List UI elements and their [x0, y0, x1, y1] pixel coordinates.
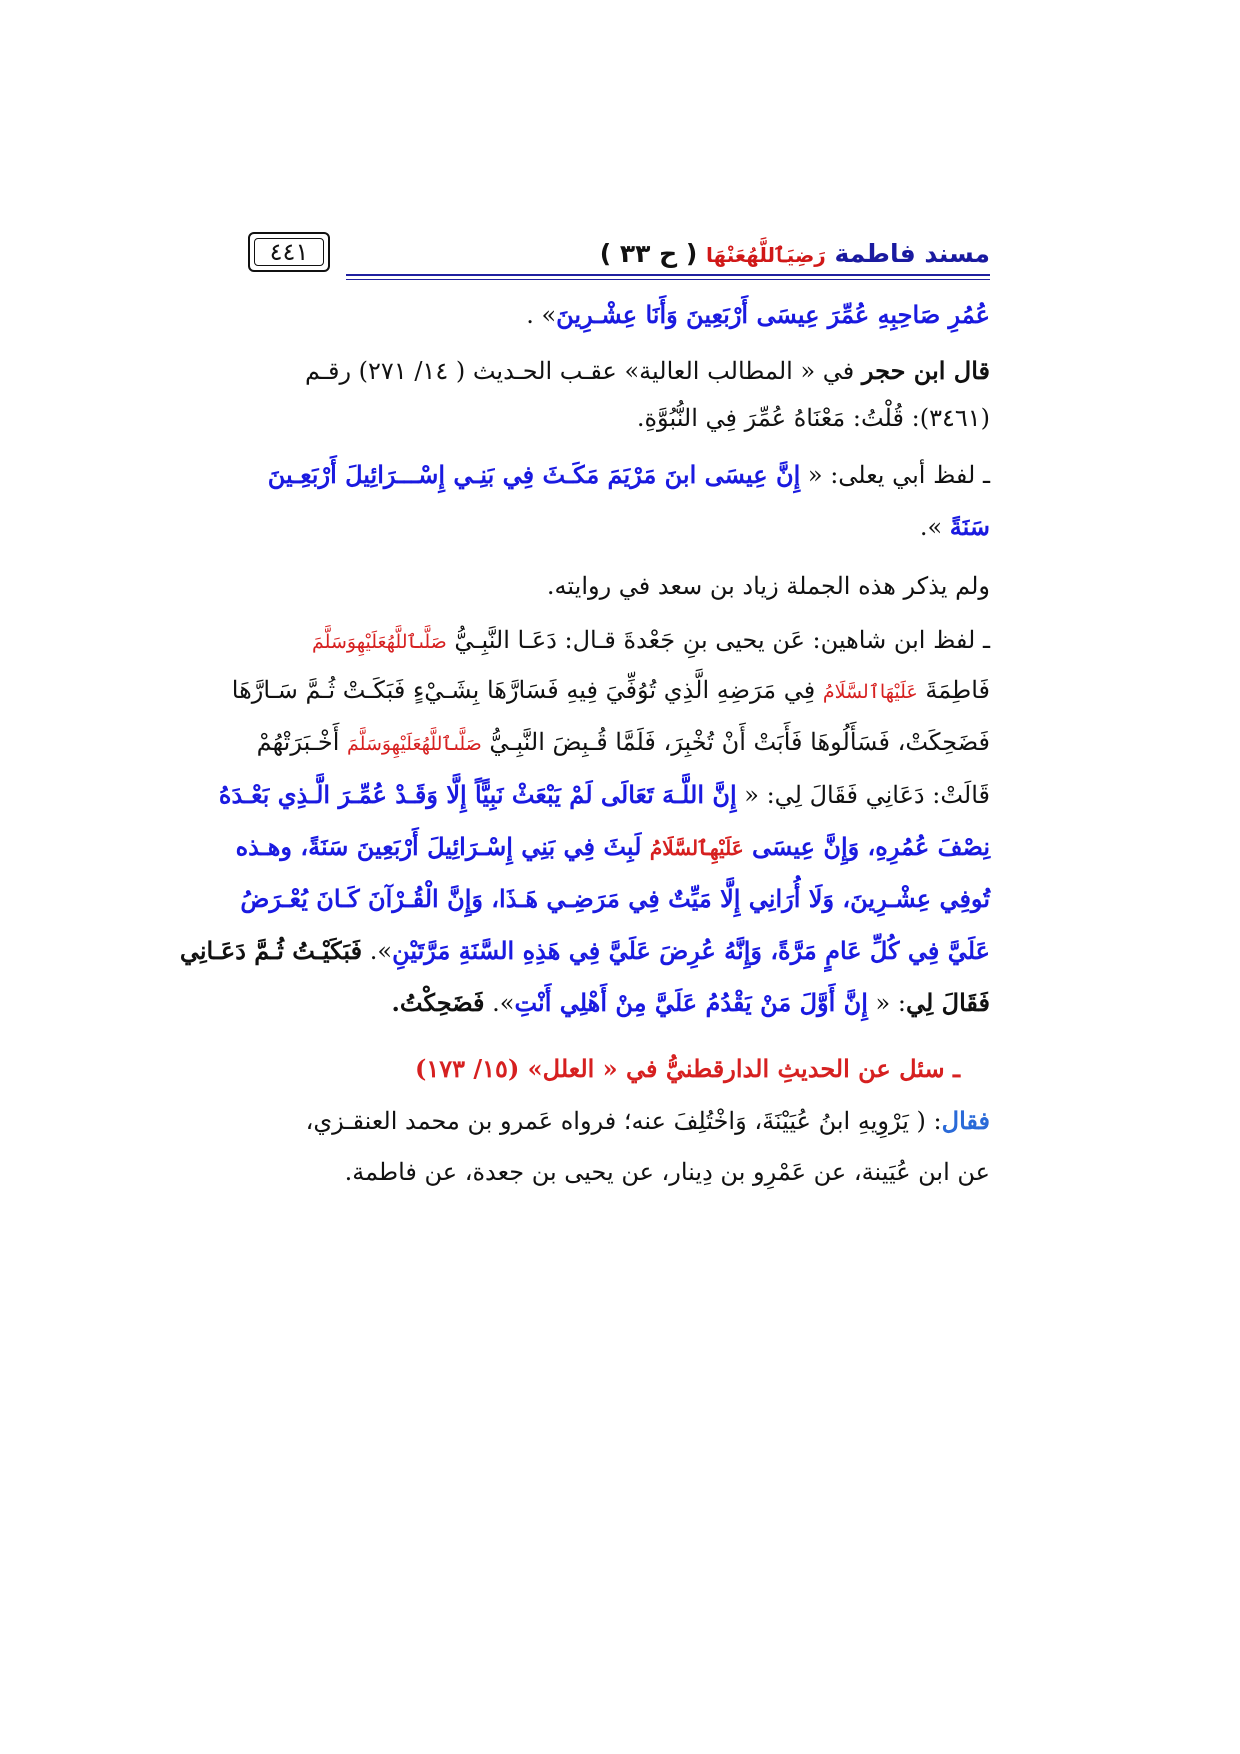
honorific-text: صَلَّىٱللَّهُعَلَيْهِوَسَلَّمَ: [347, 733, 482, 755]
text-line: [248, 572, 990, 600]
plain-text: في « المطالب العالية» عقـب الحـديث ( ١٤/ ٢٧١) رقـم: [304, 357, 862, 385]
honorific-text: عَلَيْهِٱلسَّلَامُ: [649, 836, 744, 860]
plain-text: أَخْـبَرَتْهُمْ: [256, 728, 348, 756]
text-line: [248, 1158, 990, 1186]
quote-text: إِنَّ أَوَّلَ مَنْ يَقْدُمُ عَلَيَّ مِنْ أَهْلِي أَنْتِ: [514, 988, 868, 1017]
plain-text: ولم يذكر هذه الجملة زياد بن سعد في روايته.: [546, 572, 990, 600]
plain-text: (٣٤٦١): قُلْتُ: مَعْنَاهُ عُمِّرَ فِي النُّبُوَّةِ.: [636, 404, 990, 432]
quote-text: إِنَّ اللَّـهَ تَعَالَى لَمْ يَبْعَثْ نَبِيًّاً إِلَّا وَقَـدْ عُمِّـرَ الَّـذِي بَعْـدَهُ: [218, 780, 737, 809]
text-line: [240, 884, 990, 913]
text-line: [248, 728, 990, 756]
header-rule: [346, 274, 990, 276]
plain-text: ».: [362, 937, 393, 965]
speaker-label: فقال: [941, 1106, 990, 1135]
plain-text: ».: [919, 513, 950, 541]
quote-text: تُوفِي عِشْـرِينَ، وَلَا أُرَانِي إِلَّا مَيِّتٌ فِي مَرَضِـي هَـذَا، وَإِنَّ الْقُـرْآنَ كَـانَ يُعْـرَضُ: [240, 884, 990, 913]
text-line: [248, 626, 990, 654]
text-line: [218, 780, 990, 809]
section-heading-text: ـ سئل عن الحديثِ الدارقطنيُّ في « العلل» (١٥/ ١٧٣): [415, 1054, 960, 1083]
quote-text: لَبِثَ فِي بَنِي إِسْـرَائِيلَ أَرْبَعِينَ سَنَةً، وهـذه: [235, 832, 650, 861]
quote-text: نِصْفَ عُمُرِهِ، وَإِنَّ عِيسَى: [743, 832, 990, 861]
page-number-box: [248, 232, 330, 272]
plain-text: ».: [484, 989, 515, 1017]
header-rule-secondary: [346, 279, 990, 280]
plain-text: ـ لفظ أبي يعلى: «: [800, 461, 990, 489]
header-honorific: رَضِيَٱللَّهُعَنْهَا: [706, 243, 826, 267]
quote-text: سَنَةً: [949, 512, 990, 541]
plain-text: : ( يَرْوِيهِ ابنُ عُيَيْنَةَ، وَاخْتُلِفَ عنه؛ فرواه عَمرو بن محمد العنقـزي،: [305, 1107, 942, 1135]
bold-text: قال ابن حجر: [861, 356, 990, 385]
header-title-main: مسند فاطمة: [834, 239, 990, 268]
plain-text: : «: [867, 989, 906, 1017]
plain-text: فِي مَرَضِهِ الَّذِي تُوُفِّيَ فِيهِ فَسَارَّهَا بِشَـيْءٍ فَبَكَـتْ ثُـمَّ سَـارَّهَا: [231, 676, 823, 704]
text-line: [248, 512, 990, 541]
quote-text: إِنَّ عِيسَى ابنَ مَرْيَمَ مَكَـثَ فِي بَنِـي إِسْـــرَائِيلَ أَرْبَعِـينَ: [267, 460, 801, 489]
bold-text: فَقَالَ لِي: [905, 988, 990, 1017]
page-number: ٤٤١: [269, 238, 309, 266]
text-line: [248, 988, 990, 1017]
header-title: [600, 236, 990, 272]
text-line: [179, 936, 990, 965]
text-line: [248, 356, 990, 385]
text-line: [231, 676, 990, 704]
plain-text: قَالَتْ: دَعَانِي فَقَالَ لِي: «: [736, 781, 990, 809]
plain-text: » .: [526, 301, 557, 329]
plain-text: ـ لفظ ابن شاهين: عَن يحيى بنِ جَعْدةَ قـال: دَعَـا النَّبِـيُّ: [446, 626, 990, 654]
plain-text: عن ابن عُيَينة، عن عَمْرِو بن دِينار، عن يحيى بن جعدة، عن فاطمة.: [344, 1158, 990, 1186]
text-line: [235, 832, 990, 861]
section-heading: [248, 1054, 960, 1083]
text-line: [248, 1106, 990, 1135]
text-line: [248, 300, 990, 329]
text-line: [248, 460, 990, 489]
quote-text: عَلَيَّ فِي كُلِّ عَامٍ مَرَّةً، وَإِنَّهُ عُرِضَ عَلَيَّ فِي هَذِهِ السَّنَةِ مَرَّتَيْنِ: [392, 936, 990, 965]
text-line: [248, 404, 990, 432]
quote-text: عُمُرِ صَاحِبِهِ عُمِّرَ عِيسَى أَرْبَعِينَ وَأَنَا عِشْـرِينَ: [556, 300, 990, 329]
plain-text: فَضَحِكَتْ، فَسَأَلُوهَا فَأَبَتْ أَنْ تُخْبِرَ، فَلَمَّا قُـبِضَ النَّبِـيُّ: [481, 728, 990, 756]
plain-text: فَاطِمَةَ: [917, 676, 990, 704]
bold-text: فَضَحِكْتُ.: [391, 988, 485, 1017]
bold-text: فَبَكَيْـتُ ثُـمَّ دَعَـانِي: [179, 936, 363, 965]
page-header: [248, 236, 990, 276]
honorific-text: صَلَّىٱللَّهُعَلَيْهِوَسَلَّمَ: [312, 631, 447, 653]
honorific-text: عَلَيْهَاٱلسَّلَامُ: [822, 681, 918, 703]
header-hadith-ref: ( ح ٣٣ ): [599, 239, 698, 268]
